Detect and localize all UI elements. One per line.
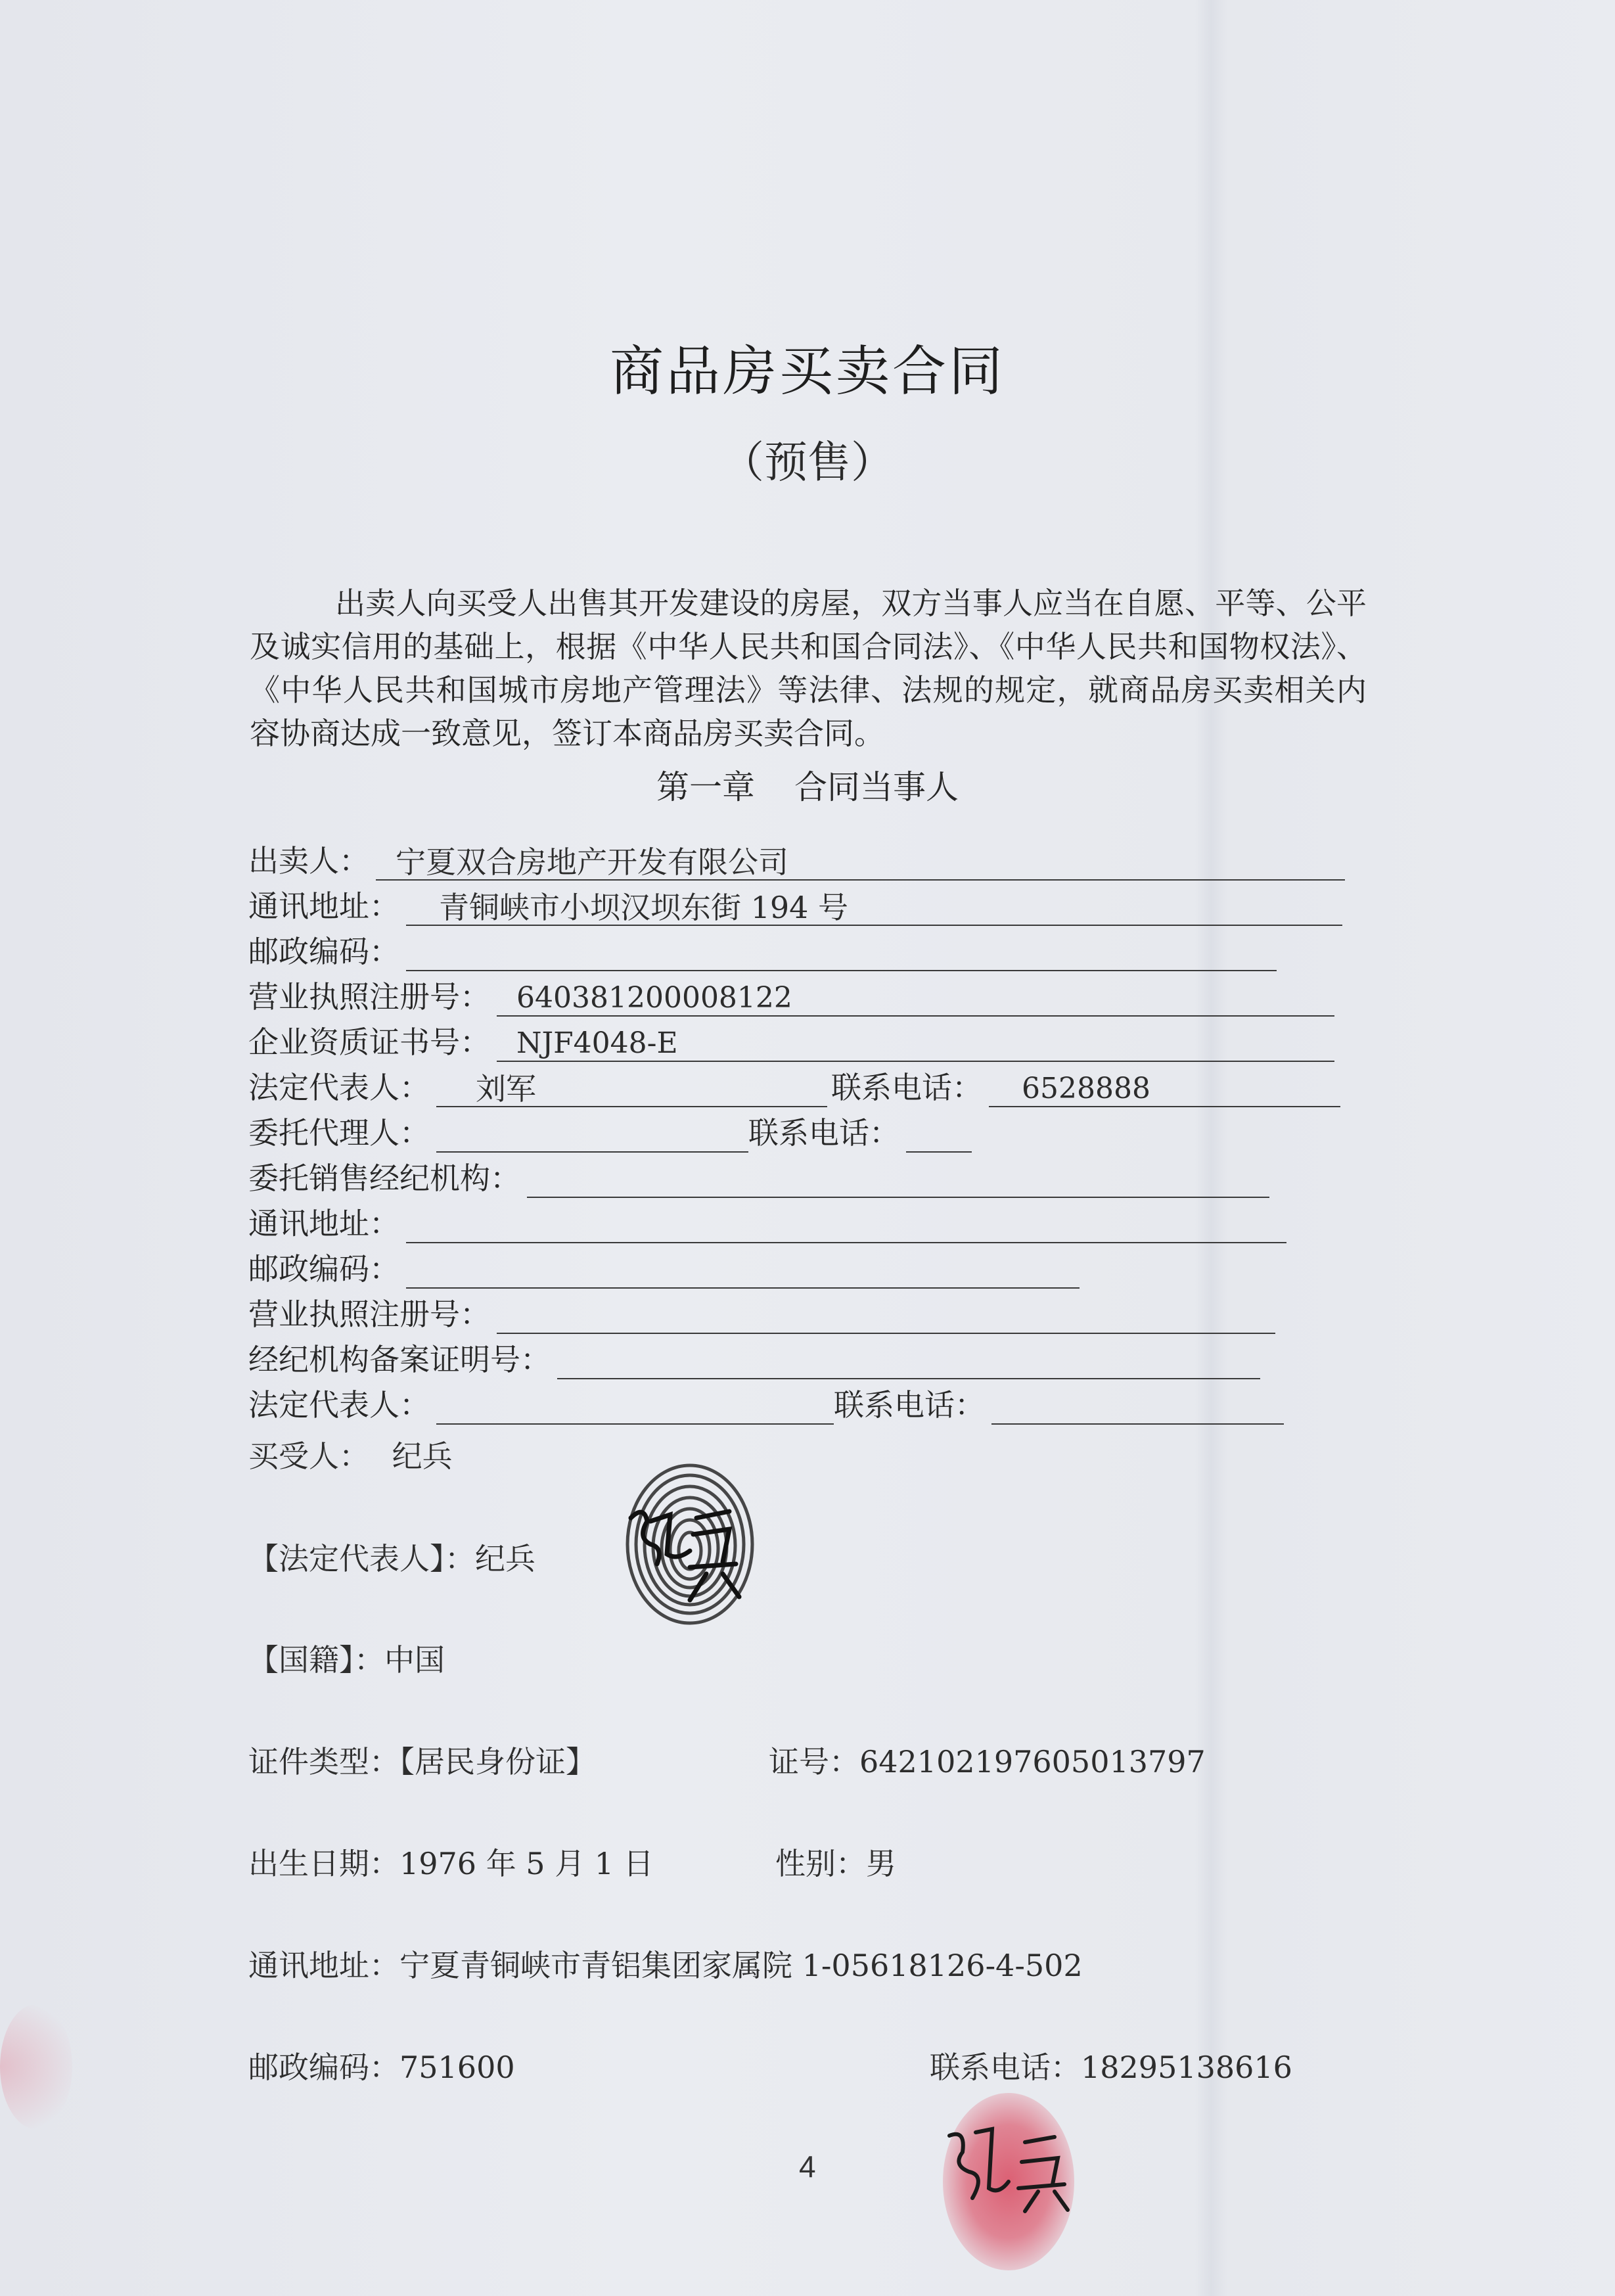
broker-postcode-label: 邮政编码：	[248, 1251, 399, 1287]
seller-legal-rep-label: 法定代表人：	[248, 1070, 430, 1105]
intro-text: 出卖人向买受人出售其开发建设的房屋，双方当事人应当在自愿、平等、公平及诚实信用的基础上，根据《中华人民共和国合同法》、《中华人民共和国物权法》、《中华人民共和国城市房地产管理法》等法律、法规的规定，就商品房买卖相关内容协商达成一致意见，签订本商品房买卖合同。	[250, 585, 1367, 751]
seller-agent-phone-label: 联系电话：	[748, 1115, 899, 1151]
seller-qualification-field[interactable]: NJF4048-E	[497, 1025, 1334, 1062]
seller-agent-field[interactable]	[436, 1116, 748, 1153]
buyer-postcode-row	[248, 2044, 515, 2087]
seller-phone-field[interactable]: 6528888	[989, 1070, 1340, 1107]
buyer-phone-label: 联系电话：	[930, 2050, 1081, 2085]
chapter-heading	[0, 761, 1615, 808]
broker-phone-label: 联系电话：	[834, 1387, 985, 1423]
buyer-birth-value: 1976 年 5 月 1 日	[399, 1846, 654, 1881]
buyer-phone-row	[930, 2044, 1292, 2087]
seller-license-label: 营业执照注册号：	[248, 979, 490, 1015]
broker-filing-field[interactable]	[557, 1343, 1260, 1379]
buyer-address-value: 宁夏青铜峡市青铝集团家属院 1-05618126-4-502	[399, 1948, 1083, 1983]
seller-license-row	[248, 976, 1334, 1017]
seller-name-row	[248, 840, 1345, 881]
seller-name-field[interactable]: 宁夏双合房地产开发有限公司	[376, 844, 1345, 881]
buyer-row	[248, 1433, 453, 1476]
buyer-id-type-label: 证件类型：	[248, 1744, 399, 1779]
seller-legal-rep-row	[248, 1067, 1340, 1107]
seller-agent-label: 委托代理人：	[248, 1115, 430, 1151]
buyer-id-no-row	[769, 1738, 1206, 1781]
seller-postcode-label: 邮政编码：	[248, 934, 399, 969]
broker-org-field[interactable]	[527, 1161, 1269, 1198]
buyer-nationality-label: 【国籍】：	[248, 1642, 384, 1678]
buyer-id-type-value: 【居民身份证】	[399, 1744, 596, 1779]
chapter-name: 合同当事人	[794, 768, 959, 806]
page-title: 商品房买卖合同	[609, 340, 1005, 403]
broker-license-row	[248, 1293, 1275, 1334]
broker-license-label: 营业执照注册号：	[248, 1297, 490, 1332]
buyer-birth-label: 出生日期：	[248, 1846, 399, 1881]
buyer-legal-rep-value: 纪兵	[475, 1541, 535, 1576]
buyer-value: 纪兵	[392, 1438, 453, 1474]
buyer-phone-value: 18295138616	[1081, 2050, 1292, 2085]
buyer-postcode-label: 邮政编码：	[248, 2050, 399, 2085]
seller-address-row	[248, 885, 1342, 926]
buyer-legal-rep-label: 【法定代表人】：	[248, 1541, 475, 1576]
page-number: 4	[799, 2149, 816, 2184]
broker-org-row	[248, 1157, 1269, 1198]
chapter-number: 第一章	[656, 768, 755, 806]
seller-qualification-label: 企业资质证书号：	[248, 1024, 490, 1060]
seller-license-field[interactable]: 640381200008122	[497, 980, 1334, 1017]
seller-phone-label: 联系电话：	[831, 1070, 982, 1105]
seller-qualification-row	[248, 1021, 1334, 1062]
broker-legal-rep-label: 法定代表人：	[248, 1387, 430, 1423]
handwritten-signature	[940, 2123, 1084, 2215]
broker-postcode-field[interactable]	[406, 1252, 1080, 1289]
buyer-legal-rep-row	[248, 1535, 535, 1578]
buyer-id-row	[248, 1738, 596, 1781]
buyer-postcode-value: 751600	[399, 2050, 515, 2085]
seller-address-field[interactable]: 青铜峡市小坝汉坝东街 194 号	[406, 889, 1342, 926]
buyer-gender-label: 性别：	[775, 1846, 866, 1881]
seller-name-label: 出卖人：	[248, 843, 369, 879]
buyer-address-row	[248, 1942, 1083, 1985]
buyer-id-no-value: 642102197605013797	[859, 1744, 1206, 1779]
buyer-gender-row	[775, 1840, 896, 1883]
seller-postcode-field[interactable]	[406, 934, 1277, 971]
buyer-id-no-label: 证号：	[769, 1744, 859, 1779]
broker-filing-row	[248, 1339, 1260, 1379]
broker-address-row	[248, 1203, 1286, 1243]
buyer-birth-row	[248, 1840, 654, 1883]
page-subtitle: （预售）	[721, 437, 894, 488]
broker-license-field[interactable]	[497, 1297, 1275, 1334]
buyer-nationality-row	[248, 1636, 445, 1680]
broker-org-label: 委托销售经纪机构：	[248, 1160, 520, 1196]
broker-address-label: 通讯地址：	[248, 1206, 399, 1241]
seller-agent-row	[248, 1112, 972, 1153]
buyer-address-label: 通讯地址：	[248, 1948, 399, 1983]
seller-agent-phone-field[interactable]	[906, 1116, 972, 1153]
buyer-nationality-value: 中国	[384, 1642, 445, 1678]
seller-address-label: 通讯地址：	[248, 888, 399, 924]
fingerprint-signature	[611, 1456, 762, 1633]
intro-paragraph	[250, 582, 1367, 755]
seller-postcode-row	[248, 930, 1277, 971]
broker-phone-field[interactable]	[991, 1388, 1284, 1425]
broker-legal-rep-row	[248, 1384, 1284, 1425]
partial-stamp-mark	[0, 2004, 72, 2129]
seller-legal-rep-field[interactable]: 刘军	[436, 1070, 827, 1107]
broker-postcode-row	[248, 1248, 1080, 1289]
buyer-label: 买受人：	[248, 1438, 369, 1474]
broker-legal-rep-field[interactable]	[436, 1388, 834, 1425]
broker-filing-label: 经纪机构备案证明号：	[248, 1342, 551, 1377]
broker-address-field[interactable]	[406, 1206, 1286, 1243]
buyer-gender-value: 男	[866, 1846, 896, 1881]
